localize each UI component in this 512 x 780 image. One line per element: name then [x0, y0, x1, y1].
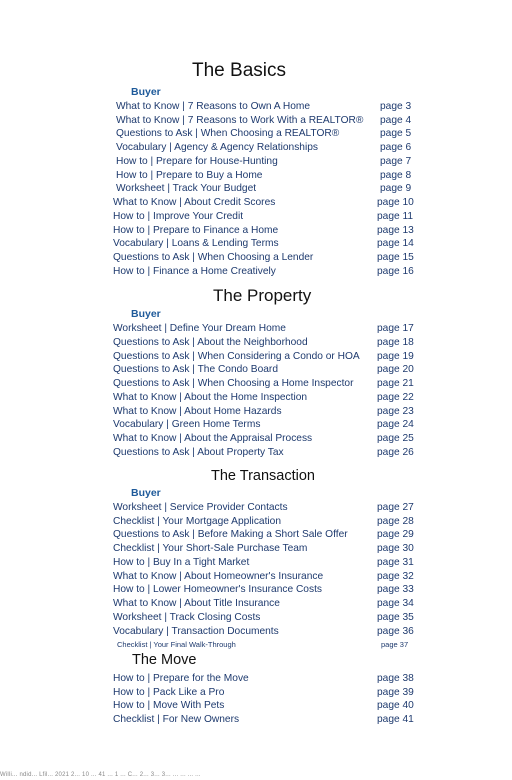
- toc-entry-page: page 24: [377, 419, 414, 430]
- toc-entry-page: page 11: [377, 211, 414, 222]
- toc-entry-label[interactable]: What to Know | About Homeowner's Insurance: [113, 571, 324, 582]
- toc-entry-page: page 14: [377, 238, 414, 249]
- toc-entry-page: page 23: [377, 406, 414, 417]
- toc-entry-page: page 40: [377, 700, 414, 711]
- toc-entry-page: page 26: [377, 447, 414, 458]
- toc-entry-page: page 32: [377, 571, 414, 582]
- toc-entry-page: page 28: [377, 516, 414, 527]
- toc-entry-label[interactable]: Vocabulary | Green Home Terms: [113, 419, 261, 430]
- section-title-move: The Move: [132, 652, 197, 668]
- toc-entry-label[interactable]: Worksheet | Track Your Budget: [116, 183, 257, 194]
- toc-entry-label[interactable]: How to | Prepare to Finance a Home: [113, 225, 279, 236]
- toc-entry-label[interactable]: Questions to Ask | When Choosing a REALTOR®: [116, 128, 340, 139]
- toc-entry-page: page 3: [380, 101, 412, 112]
- toc-entry-page: page 19: [377, 351, 414, 362]
- section-title-transaction: The Transaction: [211, 468, 315, 484]
- toc-entry-page: page 13: [377, 225, 414, 236]
- toc-entry-page: page 15: [377, 252, 414, 263]
- toc-entry-label[interactable]: How to | Improve Your Credit: [113, 211, 244, 222]
- toc-entry-label[interactable]: How to | Prepare for the Move: [113, 673, 249, 684]
- toc-entry-page: page 20: [377, 364, 414, 375]
- toc-entry-label[interactable]: Questions to Ask | The Condo Board: [113, 364, 278, 375]
- toc-entry-label[interactable]: How to | Buy In a Tight Market: [113, 557, 250, 568]
- toc-entry-label[interactable]: How to | Prepare to Buy a Home: [116, 170, 263, 181]
- toc-entry-page: page 25: [377, 433, 414, 444]
- toc-entry-page: page 33: [377, 584, 414, 595]
- toc-entry-label[interactable]: Checklist | Your Short-Sale Purchase Team: [113, 543, 308, 554]
- toc-entry-label[interactable]: Worksheet | Track Closing Costs: [113, 612, 261, 623]
- toc-entry-page: page 31: [377, 557, 414, 568]
- toc-entry-page: page 18: [377, 337, 414, 348]
- toc-entry-label[interactable]: What to Know | About the Appraisal Process: [113, 433, 313, 444]
- section-subtitle-property: Buyer: [131, 308, 161, 320]
- toc-entry-page: page 37: [381, 640, 409, 649]
- toc-entry-page: page 38: [377, 673, 414, 684]
- toc-entry-page: page 8: [380, 170, 412, 181]
- toc-entry-page: page 39: [377, 687, 414, 698]
- toc-entry-label[interactable]: Checklist | Your Final Walk-Through: [117, 640, 236, 649]
- toc-entry-page: page 22: [377, 392, 414, 403]
- toc-entry-label[interactable]: Questions to Ask | When Choosing a Home Inspector: [113, 378, 354, 389]
- section-subtitle-basics: Buyer: [131, 86, 161, 98]
- toc-entry-label[interactable]: What to Know | About Title Insurance: [113, 598, 280, 609]
- toc-entry-page: page 5: [380, 128, 412, 139]
- section-title-property: The Property: [213, 286, 312, 305]
- toc-entry-label[interactable]: What to Know | 7 Reasons to Own A Home: [116, 101, 311, 112]
- toc-entry-label[interactable]: What to Know | About Home Hazards: [113, 406, 282, 417]
- toc-entry-label[interactable]: Checklist | For New Owners: [113, 714, 240, 725]
- toc-entry-label[interactable]: How to | Finance a Home Creatively: [113, 266, 276, 277]
- footer-text: Willi... ndid... Lfil... 2021 2... 10 ... 41 ... 1 ... C... 2... 3... 3... ... ... ... ...: [0, 772, 201, 778]
- toc-entry-label[interactable]: Vocabulary | Transaction Documents: [113, 626, 279, 637]
- toc-entry-page: page 7: [380, 156, 412, 167]
- toc-entry-page: page 30: [377, 543, 414, 554]
- toc-entry-label[interactable]: What to Know | About the Home Inspection: [113, 392, 308, 403]
- section-subtitle-transaction: Buyer: [131, 487, 161, 499]
- toc-entry-page: page 6: [380, 142, 412, 153]
- toc-entry-page: page 9: [380, 183, 412, 194]
- toc-entry-label[interactable]: Vocabulary | Agency & Agency Relationships: [116, 142, 318, 153]
- toc-entry-label[interactable]: How to | Lower Homeowner's Insurance Costs: [113, 584, 322, 595]
- toc-entry-label[interactable]: How to | Move With Pets: [113, 700, 225, 711]
- toc-entry-label[interactable]: Vocabulary | Loans & Lending Terms: [113, 238, 279, 249]
- toc-entry-label[interactable]: Questions to Ask | When Choosing a Lender: [113, 252, 314, 263]
- toc-entry-label[interactable]: What to Know | About Credit Scores: [113, 197, 276, 208]
- toc-entry-page: page 10: [377, 197, 414, 208]
- toc-entry-label[interactable]: Worksheet | Service Provider Contacts: [113, 502, 288, 513]
- toc-entry-label[interactable]: How to | Pack Like a Pro: [113, 687, 225, 698]
- toc-entry-page: page 27: [377, 502, 414, 513]
- toc-entry-label[interactable]: What to Know | 7 Reasons to Work With a REALTOR®: [116, 115, 364, 126]
- toc-entry-page: page 21: [377, 378, 414, 389]
- toc-entry-page: page 34: [377, 598, 414, 609]
- toc-entry-label[interactable]: Worksheet | Define Your Dream Home: [113, 323, 286, 334]
- toc-entry-label[interactable]: Questions to Ask | About the Neighborhood: [113, 337, 308, 348]
- toc-entry-page: page 4: [380, 115, 412, 126]
- toc-entry-page: page 29: [377, 529, 414, 540]
- toc-entry-label[interactable]: Questions to Ask | When Considering a Condo or HOA: [113, 351, 360, 362]
- section-title-basics: The Basics: [192, 60, 286, 81]
- toc-entry-page: page 36: [377, 626, 414, 637]
- toc-entry-page: page 16: [377, 266, 414, 277]
- toc-entry-label[interactable]: How to | Prepare for House-Hunting: [116, 156, 278, 167]
- toc-entry-page: page 35: [377, 612, 414, 623]
- toc-entry-label[interactable]: Questions to Ask | Before Making a Short Sale Offer: [113, 529, 348, 540]
- toc-entry-page: page 41: [377, 714, 414, 725]
- toc-entry-label[interactable]: Questions to Ask | About Property Tax: [113, 447, 284, 458]
- toc-entry-page: page 17: [377, 323, 414, 334]
- toc-entry-label[interactable]: Checklist | Your Mortgage Application: [113, 516, 282, 527]
